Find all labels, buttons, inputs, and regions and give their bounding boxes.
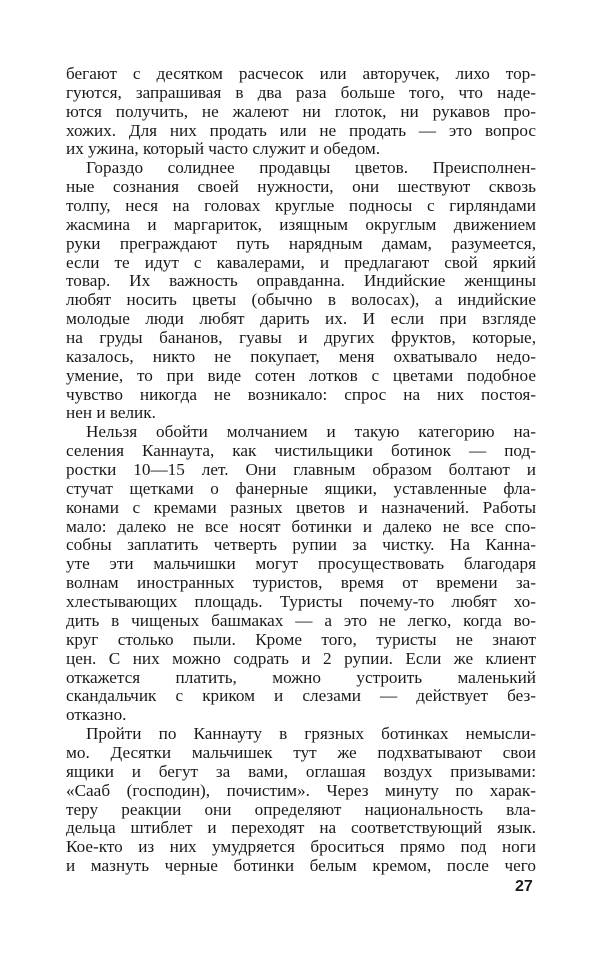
- text-line: ящики и бегут за вами, оглашая воздух призывами:: [66, 761, 536, 781]
- text-line: конами с кремами разных цветов и назначений. Работы: [66, 497, 536, 517]
- text-line: молодые люди любят дарить их. И если при взгляде: [66, 309, 536, 329]
- text-line: на груды бананов, гуавы и других фруктов, которые,: [66, 328, 536, 348]
- text-line: теру реакции они определяют национальность вла-: [66, 799, 536, 819]
- paragraph: [66, 159, 536, 423]
- text-line: их ужина, который часто служит и обедом.: [66, 139, 381, 159]
- text-line: гуются, запрашивая в два раза больше того, что наде-: [66, 82, 536, 102]
- text-line: Кое-кто из них умудряется броситься прямо под ноги: [66, 837, 536, 857]
- text-line: Пройти по Каннауту в грязных ботинках немысли-: [86, 724, 536, 744]
- text-line: стучат щетками о фанерные ящики, уставленные фла-: [66, 478, 536, 498]
- text-line: дить в чищеных башмаках — а это не легко, когда во-: [66, 610, 536, 630]
- text-line: скандальчик с криком и слезами — действует без-: [66, 686, 536, 706]
- text-line: нен и велик.: [66, 403, 156, 423]
- text-line: ные сознания своей нужности, они шествуют сквозь: [66, 177, 536, 197]
- text-line: собны заплатить четверть рупии за чистку. На Канна-: [66, 535, 536, 555]
- text-line: «Сааб (господин), почистим». Через минуту по харак-: [66, 780, 536, 800]
- text-line: уте эти мальчишки могут просуществовать благодаря: [66, 554, 536, 574]
- text-line: руки преграждают путь нарядным дамам, разумеется,: [66, 233, 536, 253]
- text-line: мало: далеко не все носят ботинки и далеко не все спо-: [66, 516, 536, 536]
- paragraph: [66, 725, 536, 876]
- text-line: цен. С них можно содрать и 2 рупии. Если же клиент: [66, 648, 536, 668]
- text-line: бегают с десятком расчесок или авторучек, лихо тор-: [66, 64, 536, 83]
- text-line: круг столько пыли. Кроме того, туристы не знают: [66, 629, 536, 649]
- text-line: отказно.: [66, 705, 127, 725]
- text-line: ются получить, не жалеют ни глоток, ни рукавов про-: [66, 101, 536, 121]
- text-line: откажется платить, можно устроить маленький: [66, 667, 536, 687]
- page-body-text: [66, 65, 536, 876]
- paragraph: [66, 65, 536, 159]
- text-line: селения Каннаута, как чистильщики ботинок — под-: [66, 441, 536, 461]
- text-line: ростки 10—15 лет. Они главным образом болтают и: [66, 460, 536, 480]
- text-line: любят носить цветы (обычно в волосах), а индийские: [66, 290, 536, 310]
- text-line: хожих. Для них продать или не продать — это вопрос: [66, 120, 536, 140]
- text-line: мо. Десятки мальчишек тут же подхватывают свои: [66, 742, 536, 762]
- page-number: 27: [515, 878, 533, 895]
- text-line: казалось, никто не покупает, меня охватывало недо-: [66, 346, 536, 366]
- text-line: товар. Их важность оправданна. Индийские женщины: [66, 271, 536, 291]
- text-line: толпу, неся на головах круглые подносы с гирляндами: [66, 196, 536, 216]
- text-line: если те идут с кавалерами, и предлагают свой яркий: [66, 252, 536, 272]
- text-line: Нельзя обойти молчанием и такую категорию на-: [86, 422, 536, 442]
- text-line: дельца штиблет и переходят на соответствующий язык.: [66, 818, 536, 838]
- text-line: волнам иностранных туристов, время от времени за-: [66, 573, 536, 593]
- paragraph: [66, 423, 536, 725]
- text-line: Гораздо солиднее продавцы цветов. Преисполнен-: [86, 158, 536, 178]
- text-line: чувство никогда не возникало: спрос на них постоя-: [66, 384, 536, 404]
- text-line: жасмина и маргариток, изящным округлым движением: [66, 214, 536, 234]
- text-line: хлестывающих площадь. Туристы почему-то любят хо-: [66, 592, 536, 612]
- text-line: и мазнуть черные ботинки белым кремом, после чего: [66, 856, 536, 876]
- text-line: умение, то при виде сотен лотков с цветами подобное: [66, 365, 536, 385]
